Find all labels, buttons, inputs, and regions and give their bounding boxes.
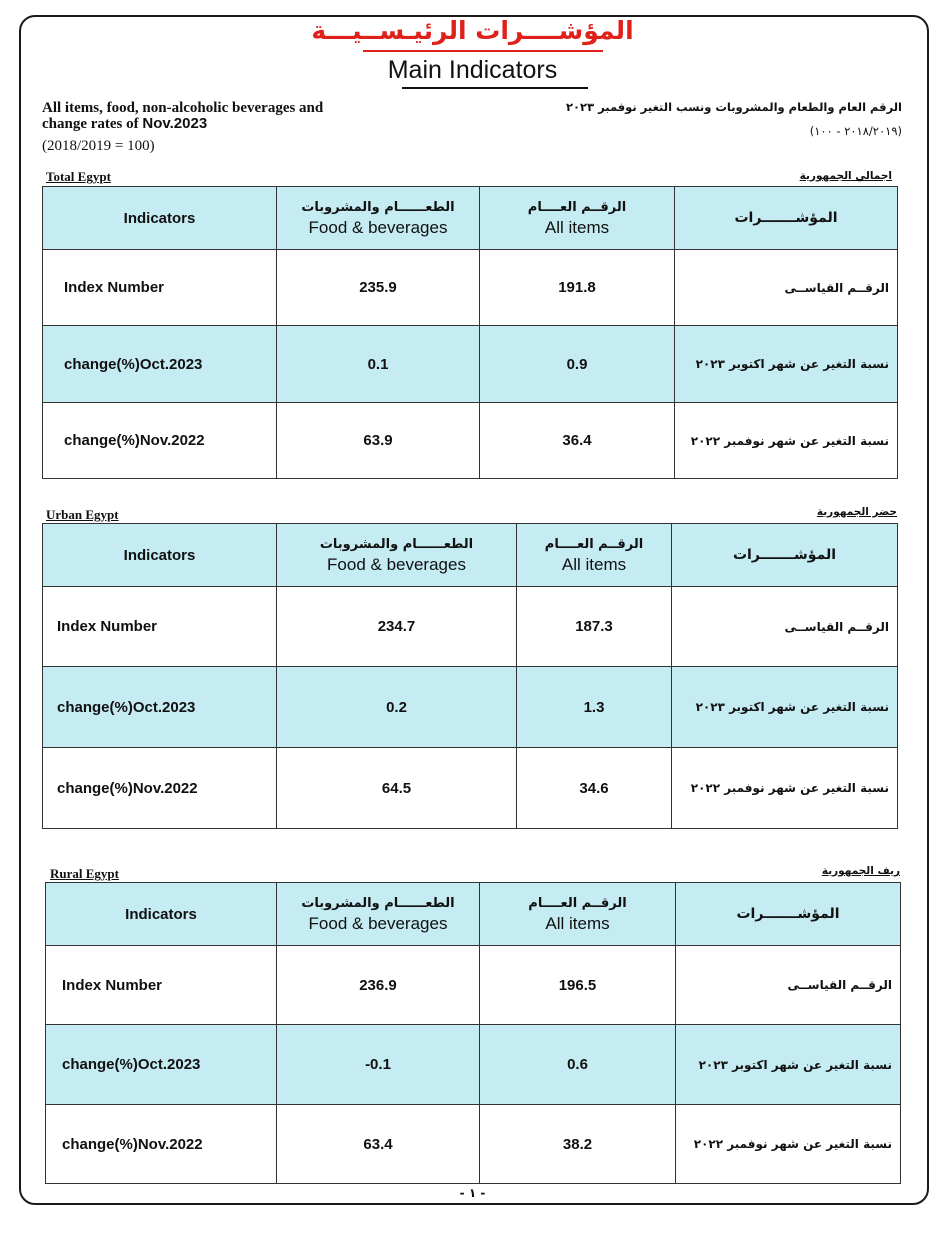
row-label-ar: الرقــم القياســى	[676, 946, 901, 1025]
header-all-ar: الرقــم العــــام	[544, 537, 644, 552]
food-value: -0.1	[277, 1025, 480, 1105]
table-row	[46, 1025, 901, 1105]
title-english-underline	[402, 87, 588, 89]
description-arabic: الرقم العام والطعام والمشروبات ونسب التغير نوفمبر ٢٠٢٣	[566, 100, 902, 114]
section-title-urban-egypt-ar: حضر الجمهورية	[816, 506, 897, 518]
header-indicators: Indicators	[46, 883, 277, 946]
header-food-en: Food & beverages	[327, 555, 466, 574]
row-label: Index Number	[43, 587, 277, 667]
row-label-ar: نسبة التغير عن شهر اكتوبر ٢٠٢٣	[675, 326, 898, 403]
description-english	[42, 101, 402, 132]
description-prefix: change rates of	[42, 116, 143, 132]
header-all-items	[480, 187, 675, 250]
header-all-en: All items	[545, 914, 610, 933]
table-header-row	[43, 524, 898, 587]
food-value: 236.9	[277, 946, 480, 1025]
all-items-value: 0.9	[480, 326, 675, 403]
table-row	[43, 667, 898, 748]
header-all-ar: الرقــم العــــام	[528, 896, 627, 911]
description-month: Nov.2023	[142, 115, 208, 132]
table-header-row	[46, 883, 901, 946]
section-title-rural-egypt: Rural Egypt	[50, 866, 119, 881]
all-items-value: 187.3	[517, 587, 672, 667]
header-food-ar: الطعــــــام والمشروبات	[319, 537, 474, 552]
section-title-total-egypt: Total Egypt	[46, 169, 111, 184]
header-food-ar: الطعــــــام والمشروبات	[301, 896, 455, 911]
all-items-value: 36.4	[480, 403, 675, 479]
row-label-ar: نسبة التغير عن شهر اكتوبر ٢٠٢٣	[672, 667, 898, 748]
description-line-2	[42, 116, 402, 132]
base-year-arabic: (٢٠١٨/٢٠١٩ - ١٠٠)	[809, 124, 902, 138]
food-value: 0.2	[277, 667, 517, 748]
header-food-beverages	[277, 187, 480, 250]
header-indicators-ar: المؤشـــــــرات	[675, 187, 898, 250]
header-indicators: Indicators	[43, 524, 277, 587]
title-arabic-underline	[363, 50, 603, 52]
table-row	[43, 250, 898, 326]
table-row	[43, 748, 898, 829]
food-value: 235.9	[277, 250, 480, 326]
all-items-value: 1.3	[517, 667, 672, 748]
title-arabic: المؤشــــرات الرئيـســيـــة	[311, 16, 634, 45]
description-line-1: All items, food, non-alcoholic beverages and	[42, 100, 324, 116]
row-label-ar: نسبة التغير عن شهر نوفمبر ٢٠٢٢	[675, 403, 898, 479]
food-value: 63.4	[277, 1105, 480, 1184]
section-title-total-egypt-ar: اجمالي الجمهورية	[799, 170, 892, 182]
table-rural-egypt	[45, 882, 901, 1184]
base-year-english: (2018/2019 = 100)	[42, 138, 155, 154]
header-food-beverages	[277, 883, 480, 946]
title-english: Main Indicators	[387, 56, 558, 84]
all-items-value: 38.2	[480, 1105, 676, 1184]
table-urban-egypt	[42, 523, 898, 829]
header-food-beverages	[277, 524, 517, 587]
food-value: 63.9	[277, 403, 480, 479]
all-items-value: 34.6	[517, 748, 672, 829]
row-label: change(%)Oct.2023	[43, 326, 277, 403]
header-indicators: Indicators	[43, 187, 277, 250]
section-title-urban-egypt: Urban Egypt	[46, 507, 119, 522]
header-all-en: All items	[561, 555, 627, 574]
table-row	[46, 946, 901, 1025]
page-number: - ١ -	[459, 1186, 486, 1200]
header-indicators-ar: المؤشـــــــرات	[676, 883, 901, 946]
section-title-rural-egypt-ar: ريف الجمهورية	[821, 865, 900, 877]
header-food-en: Food & beverages	[308, 914, 448, 933]
header-all-items	[480, 883, 676, 946]
row-label-ar: الرقــم القياســى	[675, 250, 898, 326]
row-label: Index Number	[43, 250, 277, 326]
row-label-ar: نسبة التغير عن شهر نوفمبر ٢٠٢٢	[676, 1105, 901, 1184]
header-indicators-ar: المؤشـــــــرات	[672, 524, 898, 587]
header-all-ar: الرقــم العــــام	[527, 200, 627, 215]
header-all-items	[517, 524, 672, 587]
row-label-ar: نسبة التغير عن شهر اكتوبر ٢٠٢٣	[676, 1025, 901, 1105]
table-row	[43, 326, 898, 403]
header-food-ar: الطعــــــام والمشروبات	[301, 200, 455, 215]
all-items-value: 191.8	[480, 250, 675, 326]
row-label: change(%)Oct.2023	[43, 667, 277, 748]
row-label: change(%)Nov.2022	[43, 748, 277, 829]
table-row	[46, 1105, 901, 1184]
row-label-ar: الرقــم القياســى	[672, 587, 898, 667]
table-total-egypt	[42, 186, 898, 479]
food-value: 64.5	[277, 748, 517, 829]
row-label: change(%)Nov.2022	[46, 1105, 277, 1184]
food-value: 234.7	[277, 587, 517, 667]
table-row	[43, 587, 898, 667]
row-label: change(%)Nov.2022	[43, 403, 277, 479]
all-items-value: 196.5	[480, 946, 676, 1025]
table-row	[43, 403, 898, 479]
header-all-en: All items	[544, 218, 610, 237]
food-value: 0.1	[277, 326, 480, 403]
row-label: change(%)Oct.2023	[46, 1025, 277, 1105]
row-label-ar: نسبة التغير عن شهر نوفمبر ٢٠٢٢	[672, 748, 898, 829]
table-header-row	[43, 187, 898, 250]
row-label: Index Number	[46, 946, 277, 1025]
all-items-value: 0.6	[480, 1025, 676, 1105]
header-food-en: Food & beverages	[308, 218, 448, 237]
